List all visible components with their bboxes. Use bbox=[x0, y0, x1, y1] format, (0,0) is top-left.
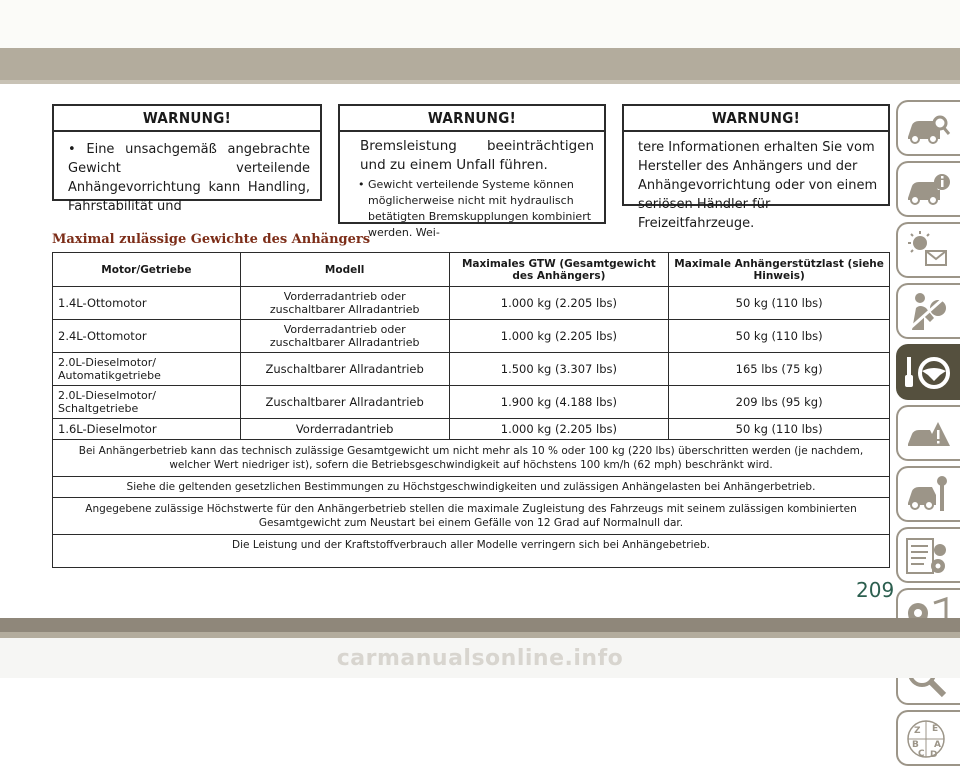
svg-text:E: E bbox=[932, 724, 939, 734]
table-row bbox=[53, 287, 890, 320]
model-cell: Zuschaltbarer Allradantrieb bbox=[240, 386, 449, 419]
tab-chapter-2[interactable] bbox=[896, 161, 960, 217]
light-message-icon bbox=[904, 229, 952, 273]
gtw-cell: 1.000 kg (2.205 lbs) bbox=[449, 320, 669, 353]
warning-text: Bremsleistung beeinträchtigen und zu einem Unfall führen. bbox=[360, 138, 594, 173]
tab-chapter-8[interactable] bbox=[896, 527, 960, 583]
table-row bbox=[53, 386, 890, 419]
tongue-load-cell: 165 lbs (75 kg) bbox=[669, 353, 890, 386]
tab-chapter-11[interactable] bbox=[896, 710, 960, 766]
engine-cell: 2.4L-Ottomotor bbox=[53, 320, 241, 353]
warning-title: WARNUNG! bbox=[54, 106, 320, 132]
tab-chapter-5[interactable] bbox=[896, 344, 960, 400]
tab-chapter-1[interactable] bbox=[896, 100, 960, 156]
gtw-cell: 1.000 kg (2.205 lbs) bbox=[449, 287, 669, 320]
table-note: Angegebene zulässige Höchstwerte für den Anhängerbetrieb stellen die maximale Zugleistung des Fahrzeugs mit seinem zulässigen kombinierten Gesamtgewicht zum Neustart bei einem Gefälle von 12 Grad auf Normalnull dar. bbox=[53, 498, 890, 535]
engine-cell: 2.0L-Dieselmotor/ Automatikgetriebe bbox=[53, 353, 241, 386]
warning-text: tere Informationen erhalten Sie vom Hersteller des Anhängers und der Anhängevorrichtung oder von einem seriösen Händler für Freizeitfahrzeuge. bbox=[638, 140, 878, 231]
column-header: Maximale Anhängerstützlast (siehe Hinweis) bbox=[669, 253, 890, 287]
table-note: Siehe die geltenden gesetzlichen Bestimmungen zu Höchstgeschwindigkeiten und zulässigen Anhängelasten bei Anhängerbetrieb. bbox=[53, 477, 890, 498]
table-header-row bbox=[53, 253, 890, 287]
warning-text: • Eine unsachgemäß angebrachte Gewicht verteilende Anhängevorrichtung kann Handling, Fahrstabilität und bbox=[68, 142, 310, 214]
tab-chapter-6[interactable] bbox=[896, 405, 960, 461]
tongue-load-cell: 50 kg (110 lbs) bbox=[669, 287, 890, 320]
warning-title: WARNUNG! bbox=[624, 106, 888, 132]
car-info-icon bbox=[904, 168, 952, 212]
warning-title: WARNUNG! bbox=[340, 106, 604, 132]
column-header: Maximales GTW (Gesamtgewicht des Anhängers) bbox=[449, 253, 669, 287]
table-row bbox=[53, 419, 890, 440]
tongue-load-cell: 209 lbs (95 kg) bbox=[669, 386, 890, 419]
table-row bbox=[53, 353, 890, 386]
svg-text:A: A bbox=[934, 740, 941, 750]
key-steering-wheel-icon bbox=[904, 351, 952, 395]
warning-box-2 bbox=[338, 104, 606, 239]
car-wrench-icon bbox=[904, 473, 952, 517]
table-note-row bbox=[53, 440, 890, 477]
list-gears-icon bbox=[904, 534, 952, 578]
model-cell: Zuschaltbarer Allradantrieb bbox=[240, 353, 449, 386]
svg-text:C: C bbox=[918, 749, 925, 759]
tab-chapter-3[interactable] bbox=[896, 222, 960, 278]
top-margin bbox=[0, 0, 960, 48]
column-header: Modell bbox=[240, 253, 449, 287]
warning-bullet: • Gewicht verteilende Systeme können möglicherweise nicht mit hydraulisch betätigten Bremskupplungen kombiniert werden. Wei- bbox=[358, 178, 592, 239]
table-note: Bei Anhängerbetrieb kann das technisch zulässige Gesamtgewicht um nicht mehr als 10 % oder 100 kg (220 lbs) überschritten werden (je nachdem, welcher Wert niedriger ist), sofern die Betriebsgeschwindigkeit auf höchstens 100 km/h (62 mph) beschränkt wird. bbox=[53, 440, 890, 477]
engine-cell: 2.0L-Dieselmotor/ Schaltgetriebe bbox=[53, 386, 241, 419]
header-band-edge bbox=[0, 80, 960, 84]
gtw-cell: 1.900 kg (4.188 lbs) bbox=[449, 386, 669, 419]
column-header: Motor/Getriebe bbox=[53, 253, 241, 287]
table-note-row bbox=[53, 498, 890, 535]
table-row bbox=[53, 320, 890, 353]
header-band bbox=[0, 48, 960, 82]
trailer-weight-table bbox=[52, 252, 890, 568]
model-cell: Vorderradantrieb oder zuschaltbarer Allradantrieb bbox=[240, 287, 449, 320]
car-warning-icon bbox=[904, 412, 952, 456]
footer-band bbox=[0, 618, 960, 632]
tongue-load-cell: 50 kg (110 lbs) bbox=[669, 320, 890, 353]
tab-chapter-4[interactable] bbox=[896, 283, 960, 339]
gtw-cell: 1.500 kg (3.307 lbs) bbox=[449, 353, 669, 386]
alphabet-index-icon bbox=[904, 717, 952, 761]
airbag-person-icon bbox=[904, 290, 952, 334]
svg-text:Z: Z bbox=[914, 726, 921, 736]
warning-box-1 bbox=[52, 104, 322, 214]
table-note-row bbox=[53, 477, 890, 498]
model-cell: Vorderradantrieb oder zuschaltbarer Allradantrieb bbox=[240, 320, 449, 353]
gtw-cell: 1.000 kg (2.205 lbs) bbox=[449, 419, 669, 440]
section-title: Maximal zulässige Gewichte des Anhängers bbox=[52, 232, 371, 247]
engine-cell: 1.6L-Dieselmotor bbox=[53, 419, 241, 440]
warning-box-3 bbox=[622, 104, 890, 231]
svg-text:D: D bbox=[930, 750, 938, 760]
car-search-icon bbox=[904, 107, 952, 151]
table-note: Die Leistung und der Kraftstoffverbrauch aller Modelle verringern sich bei Anhängebetrieb. bbox=[53, 535, 890, 568]
table-note-row bbox=[53, 535, 890, 568]
tab-chapter-7[interactable] bbox=[896, 466, 960, 522]
model-cell: Vorderradantrieb bbox=[240, 419, 449, 440]
svg-text:B: B bbox=[912, 740, 919, 750]
engine-cell: 1.4L-Ottomotor bbox=[53, 287, 241, 320]
tongue-load-cell: 50 kg (110 lbs) bbox=[669, 419, 890, 440]
page-number: 209 bbox=[856, 578, 895, 602]
watermark: carmanualsonline.info bbox=[336, 646, 624, 671]
